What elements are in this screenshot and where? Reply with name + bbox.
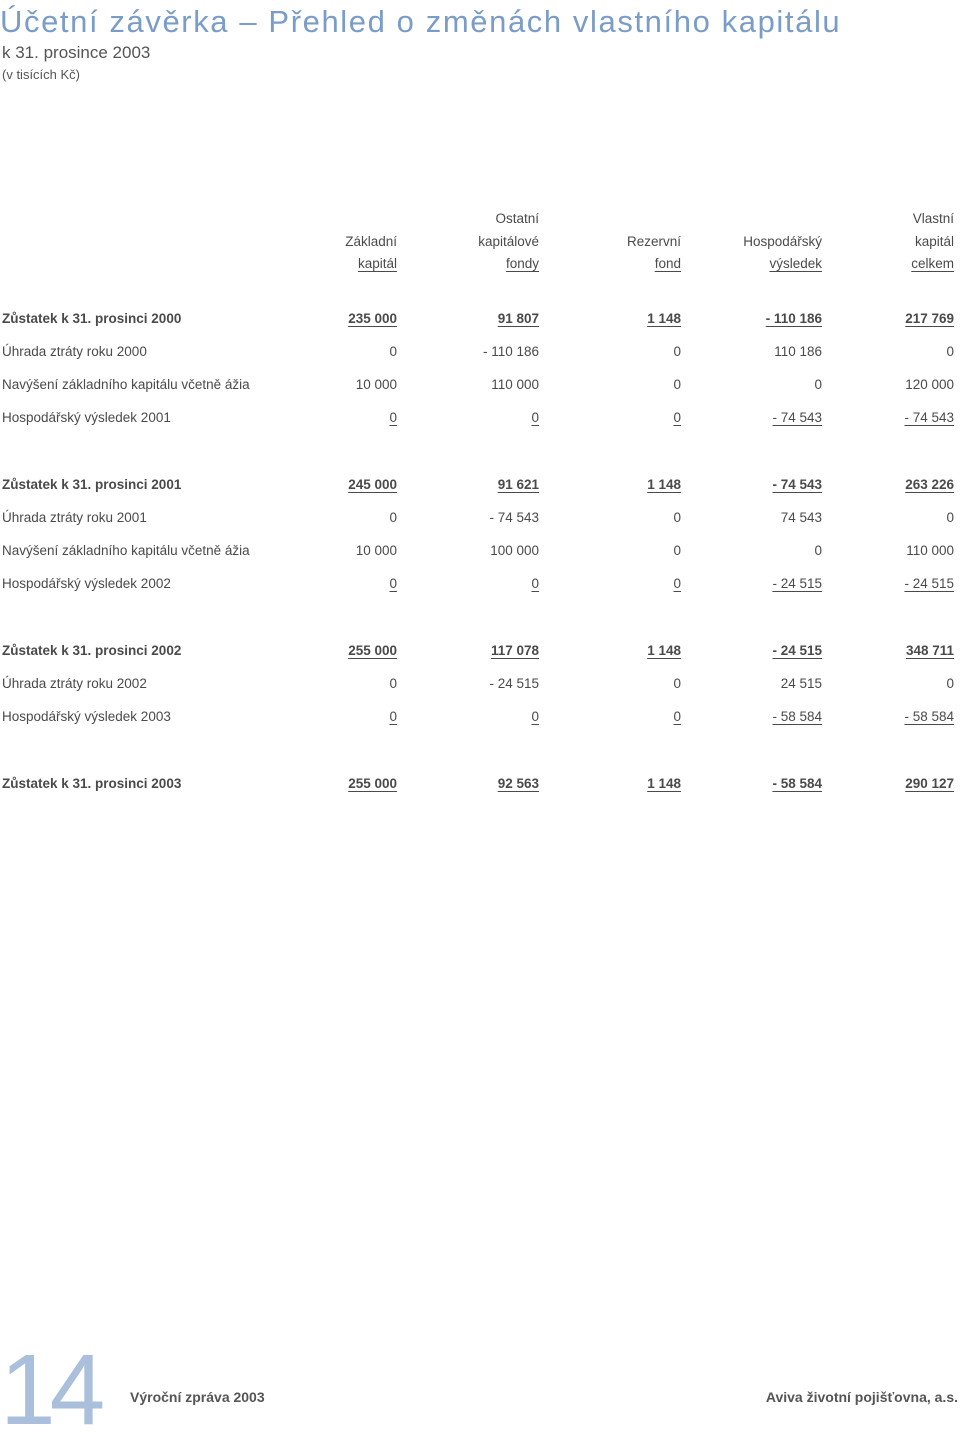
- row-value-col-2: 1 148: [647, 311, 681, 326]
- balance-row: [0, 642, 960, 662]
- row-value-col-3: - 58 584: [772, 709, 822, 724]
- row-value-col-1: 0: [531, 576, 539, 591]
- table-row: [0, 509, 960, 529]
- page-title: Účetní závěrka – Přehled o změnách vlastního kapitálu: [0, 4, 842, 39]
- row-value-col-2: 0: [673, 543, 681, 558]
- row-value-col-1: 91 621: [497, 477, 539, 492]
- col-header-2-line3: fond: [654, 256, 681, 271]
- col-header-3-line3: výsledek: [769, 256, 822, 271]
- col-header-4-line1: Vlastní: [912, 211, 954, 226]
- col-header-2-line2: Rezervní: [626, 234, 681, 249]
- row-label: Úhrada ztráty roku 2000: [2, 344, 147, 359]
- row-value-col-3: - 24 515: [772, 643, 822, 658]
- table-row: [0, 542, 960, 562]
- row-value-col-2: 0: [673, 676, 681, 691]
- column-header-line1: [0, 210, 960, 230]
- table-row: [0, 409, 960, 429]
- row-value-col-1: - 74 543: [489, 510, 539, 525]
- row-label: Úhrada ztráty roku 2001: [2, 510, 147, 525]
- row-value-col-1: 100 000: [490, 543, 539, 558]
- footer-report-title: Výroční zpráva 2003: [130, 1389, 265, 1405]
- balance-row: [0, 775, 960, 795]
- row-value-col-4: 0: [946, 676, 954, 691]
- row-value-col-4: 120 000: [905, 377, 954, 392]
- col-header-0-line2: Základní: [345, 234, 397, 249]
- balance-row: [0, 476, 960, 496]
- row-value-col-0: 245 000: [348, 477, 397, 492]
- row-value-col-1: 91 807: [497, 311, 539, 326]
- row-value-col-3: - 24 515: [772, 576, 822, 591]
- report-date: k 31. prosince 2003: [2, 43, 151, 62]
- row-value-col-2: 0: [673, 344, 681, 359]
- row-label: Navýšení základního kapitálu včetně ážia: [2, 377, 250, 392]
- row-value-col-0: 0: [389, 676, 397, 691]
- footer-company-name: Aviva životní pojišťovna, a.s.: [765, 1389, 958, 1405]
- row-value-col-1: - 24 515: [489, 676, 539, 691]
- row-label: Úhrada ztráty roku 2002: [2, 676, 147, 691]
- row-value-col-1: 117 078: [490, 643, 539, 658]
- col-header-1-line3: fondy: [505, 256, 539, 271]
- row-value-col-0: 235 000: [348, 311, 397, 326]
- row-label: Hospodářský výsledek 2001: [2, 410, 171, 425]
- row-label: Zůstatek k 31. prosinci 2002: [2, 643, 182, 658]
- table-row: [0, 343, 960, 363]
- col-header-4-line2: kapitál: [914, 234, 954, 249]
- row-value-col-1: - 110 186: [482, 344, 539, 359]
- table-row: [0, 675, 960, 695]
- column-header-line3: [0, 255, 960, 275]
- table-row: [0, 376, 960, 396]
- row-value-col-2: 0: [673, 576, 681, 591]
- row-value-col-4: 290 127: [905, 776, 954, 791]
- row-value-col-0: 10 000: [355, 377, 397, 392]
- row-label: Zůstatek k 31. prosinci 2001: [2, 477, 182, 492]
- row-value-col-4: 348 711: [905, 643, 954, 658]
- row-value-col-4: - 24 515: [904, 576, 954, 591]
- row-label: Hospodářský výsledek 2002: [2, 576, 171, 591]
- row-value-col-1: 0: [531, 410, 539, 425]
- row-value-col-2: 0: [673, 709, 681, 724]
- row-value-col-0: 0: [389, 510, 397, 525]
- col-header-1-line2: kapitálové: [478, 234, 539, 249]
- table-row: [0, 575, 960, 595]
- row-value-col-2: 1 148: [647, 776, 681, 791]
- col-header-4-line3: celkem: [911, 256, 954, 271]
- row-value-col-1: 0: [531, 709, 539, 724]
- row-label: Zůstatek k 31. prosinci 2000: [2, 311, 182, 326]
- row-value-col-2: 0: [673, 510, 681, 525]
- page-number: 14: [0, 1334, 100, 1446]
- row-value-col-4: 110 000: [906, 543, 954, 558]
- row-label: Hospodářský výsledek 2003: [2, 709, 171, 724]
- row-value-col-4: - 74 543: [904, 410, 954, 425]
- row-value-col-0: 255 000: [348, 776, 397, 791]
- table-row: [0, 708, 960, 728]
- row-value-col-3: - 110 186: [765, 311, 822, 326]
- row-value-col-2: 1 148: [647, 643, 681, 658]
- row-value-col-0: 0: [389, 410, 397, 425]
- row-value-col-0: 0: [389, 344, 397, 359]
- col-header-0-line3: kapitál: [357, 256, 397, 271]
- row-value-col-3: - 74 543: [772, 410, 822, 425]
- row-value-col-0: 10 000: [355, 543, 397, 558]
- row-value-col-4: 0: [946, 510, 954, 525]
- row-value-col-3: 74 543: [780, 510, 822, 525]
- row-value-col-3: 0: [814, 377, 822, 392]
- balance-row: [0, 310, 960, 330]
- row-value-col-0: 0: [389, 576, 397, 591]
- row-value-col-0: 255 000: [348, 643, 397, 658]
- row-value-col-3: 0: [814, 543, 822, 558]
- row-label: Navýšení základního kapitálu včetně ážia: [2, 543, 250, 558]
- col-header-1-line1: Ostatní: [495, 211, 539, 226]
- col-header-3-line2: Hospodářský: [743, 234, 822, 249]
- row-value-col-2: 1 148: [647, 477, 681, 492]
- row-value-col-1: 110 000: [491, 377, 539, 392]
- row-value-col-3: 110 186: [774, 344, 822, 359]
- row-value-col-2: 0: [673, 410, 681, 425]
- row-value-col-4: - 58 584: [904, 709, 954, 724]
- row-value-col-4: 0: [946, 344, 954, 359]
- row-value-col-2: 0: [673, 377, 681, 392]
- row-value-col-1: 92 563: [497, 776, 539, 791]
- row-value-col-0: 0: [389, 709, 397, 724]
- row-value-col-3: - 74 543: [772, 477, 822, 492]
- row-label: Zůstatek k 31. prosinci 2003: [2, 776, 182, 791]
- row-value-col-4: 217 769: [905, 311, 954, 326]
- row-value-col-3: 24 515: [780, 676, 822, 691]
- row-value-col-4: 263 226: [905, 477, 954, 492]
- unit-note: (v tisících Kč): [2, 67, 81, 82]
- column-header-line2: [0, 233, 960, 253]
- row-value-col-3: - 58 584: [772, 776, 822, 791]
